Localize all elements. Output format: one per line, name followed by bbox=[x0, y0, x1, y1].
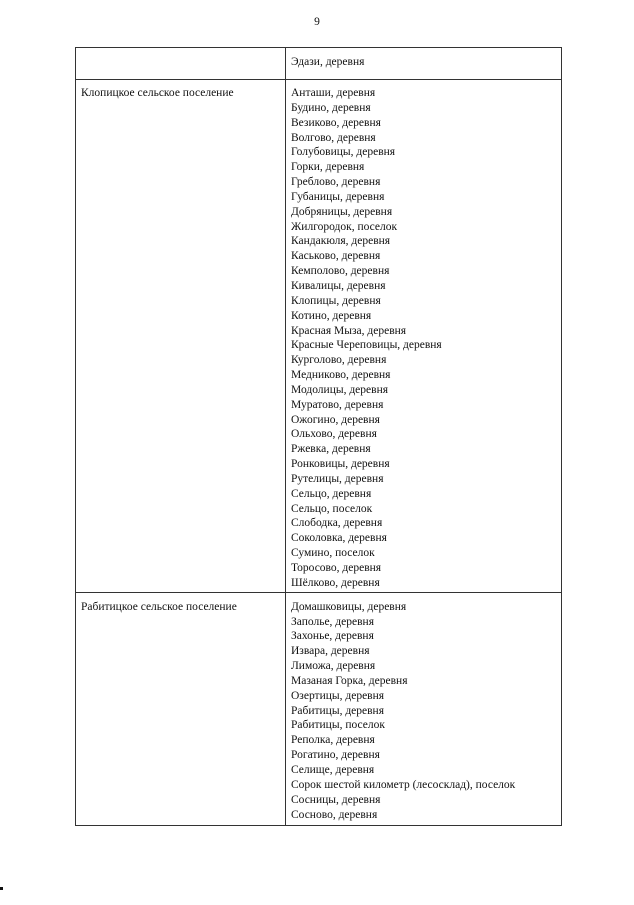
village-item: Кивалицы, деревня bbox=[291, 279, 386, 292]
village-item: Ожогино, деревня bbox=[291, 413, 380, 426]
village-item: Красная Мыза, деревня bbox=[291, 324, 407, 337]
village-item: Лиможа, деревня bbox=[291, 660, 376, 673]
village-item: Котино, деревня bbox=[291, 309, 372, 322]
table-row bbox=[76, 592, 562, 826]
village-item: Добряницы, деревня bbox=[291, 205, 393, 218]
village-item: Захонье, деревня bbox=[291, 630, 374, 643]
village-item: Реполка, деревня bbox=[291, 734, 375, 747]
village-item: Сумино, поселок bbox=[291, 547, 375, 560]
village-item: Сельцо, деревня bbox=[291, 487, 372, 500]
village-item: Извара, деревня bbox=[291, 645, 370, 658]
village-item: Рабитицы, поселок bbox=[291, 719, 385, 732]
village-item: Ронковицы, деревня bbox=[291, 458, 390, 471]
village-item: Торосово, деревня bbox=[291, 562, 382, 574]
table-row bbox=[76, 48, 562, 80]
village-item: Курголово, деревня bbox=[291, 354, 387, 367]
village-item: Греблово, деревня bbox=[291, 176, 381, 189]
villages-cell bbox=[286, 48, 562, 80]
settlement-cell: Рабитицкое сельское поселение bbox=[76, 592, 286, 826]
village-item: Заполье, деревня bbox=[291, 615, 374, 628]
village-item: Везиково, деревня bbox=[291, 116, 381, 129]
page-number: 9 bbox=[314, 16, 320, 28]
village-item: Горки, деревня bbox=[291, 161, 365, 174]
village-item: Озертицы, деревня bbox=[291, 689, 385, 702]
village-item: Рутелицы, деревня bbox=[291, 472, 384, 485]
village-item: Слободка, деревня bbox=[291, 517, 383, 530]
village-item: Губаницы, деревня bbox=[291, 190, 385, 203]
village-item: Рогатино, деревня bbox=[291, 749, 380, 762]
village-item: Рабитицы, деревня bbox=[291, 704, 384, 717]
settlements-table bbox=[75, 47, 562, 826]
villages-cell bbox=[286, 80, 562, 593]
villages-cell bbox=[286, 592, 562, 826]
village-item: Волгово, деревня bbox=[291, 131, 376, 144]
village-item: Голубовицы, деревня bbox=[291, 146, 396, 159]
village-item: Домашковицы, деревня bbox=[291, 600, 407, 613]
village-item: Мазаная Горка, деревня bbox=[291, 674, 408, 687]
village-item: Медниково, деревня bbox=[291, 369, 391, 382]
village-item: Каськово, деревня bbox=[291, 250, 381, 263]
village-item: Модолицы, деревня bbox=[291, 383, 389, 396]
village-item: Кандакюля, деревня bbox=[291, 235, 391, 248]
village-item: Шёлково, деревня bbox=[291, 576, 380, 589]
village-item: Будино, деревня bbox=[291, 101, 371, 114]
village-item: Сосново, деревня bbox=[291, 808, 378, 821]
village-item: Клопицы, деревня bbox=[291, 294, 381, 307]
village-item: Жилгородок, поселок bbox=[291, 220, 398, 233]
village-item: Кемполово, деревня bbox=[291, 265, 390, 278]
village-item: Сельцо, поселок bbox=[291, 502, 373, 515]
village-item: Ольхово, деревня bbox=[291, 428, 377, 441]
village-item: Селище, деревня bbox=[291, 763, 375, 776]
village-item: Сосницы, деревня bbox=[291, 793, 381, 806]
village-item: Ржевка, деревня bbox=[291, 443, 371, 456]
village-item: Красные Череповицы, деревня bbox=[291, 339, 442, 352]
village-item: Эдази, деревня bbox=[291, 56, 365, 68]
village-item: Муратово, деревня bbox=[291, 398, 384, 411]
village-item: Сорок шестой километр (лесосклад), поселок bbox=[291, 778, 516, 791]
settlement-cell bbox=[76, 48, 286, 80]
scan-mark bbox=[0, 887, 3, 890]
table-row bbox=[76, 80, 562, 593]
village-item: Соколовка, деревня bbox=[291, 532, 387, 545]
village-item: Анташи, деревня bbox=[291, 87, 376, 99]
settlement-cell: Клопицкое сельское поселение bbox=[76, 80, 286, 593]
